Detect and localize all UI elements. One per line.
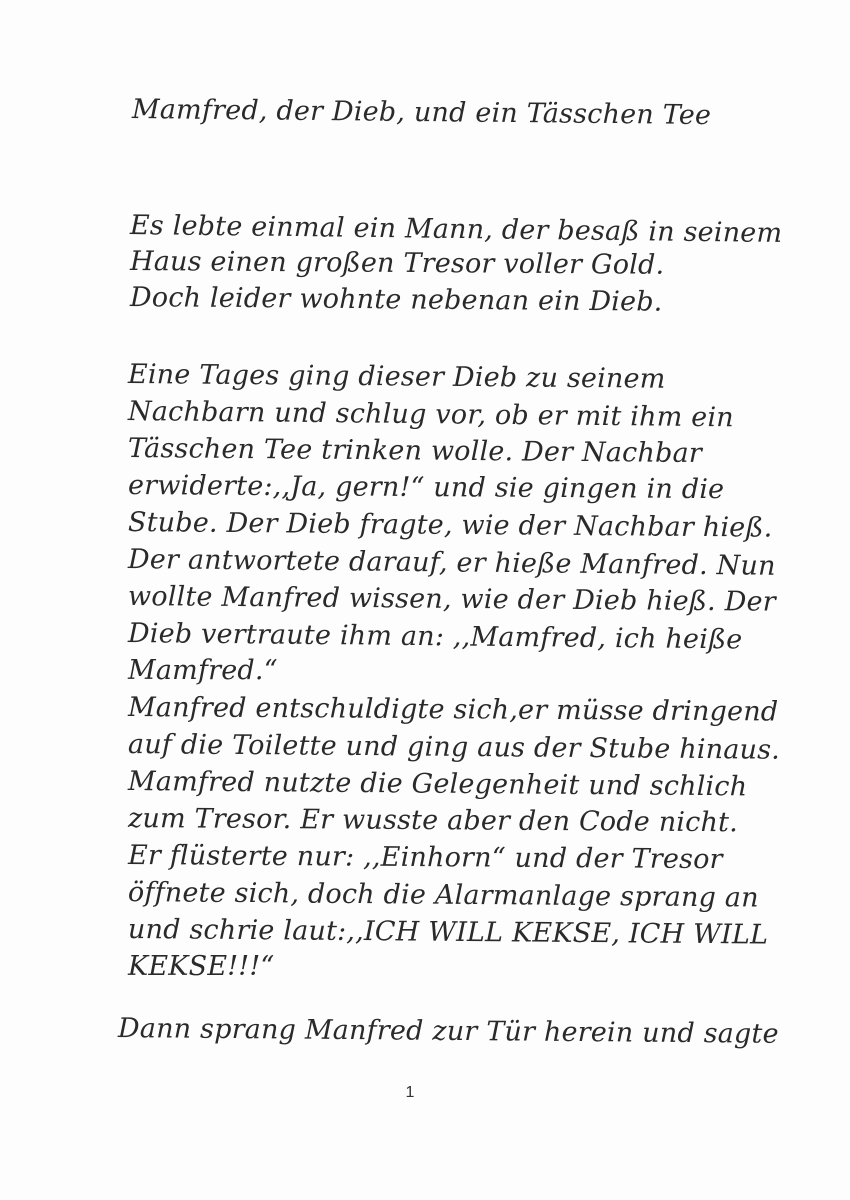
text-line: wollte Manfred wissen, wie der Dieb hieß. Der bbox=[127, 581, 776, 618]
text-line: Dann sprang Manfred zur Tür herein und sagte bbox=[117, 1013, 779, 1050]
text-line: Haus einen großen Tresor voller Gold. bbox=[129, 246, 665, 281]
text-line: Tässchen Tee trinken wolle. Der Nachbar bbox=[127, 433, 703, 470]
text-line: und schrie laut:,,ICH WILL KEKSE, ICH WILL bbox=[127, 914, 769, 951]
text-line: Doch leider wohnte nebenan ein Dieb. bbox=[129, 282, 663, 318]
text-line: Mamfred nutzte die Gelegenheit und schlich bbox=[127, 766, 748, 803]
text-line: Mamfred.“ bbox=[128, 655, 278, 686]
page-number: 1 bbox=[405, 1084, 415, 1101]
text-line: öffnete sich, doch die Alarmanlage sprang an bbox=[127, 877, 759, 914]
text-line: Dieb vertraute ihm an: ,,Mamfred, ich heiße bbox=[127, 618, 743, 656]
text-line: Es lebte einmal ein Mann, der besaß in seinem bbox=[129, 210, 783, 249]
text-line: auf die Toilette und ging aus der Stube hinaus. bbox=[127, 729, 781, 766]
paragraph-3 bbox=[117, 1010, 779, 1050]
text-line: KEKSE!!!“ bbox=[128, 951, 275, 982]
text-line: Er flüsterte nur: ,,Einhorn“ und der Tresor bbox=[127, 840, 723, 876]
paragraph-2 bbox=[128, 356, 780, 985]
text-line: Der antwortete darauf, er hieße Manfred. Nun bbox=[127, 544, 776, 582]
paragraph-1 bbox=[130, 208, 782, 316]
text-line: Manfred entschuldigte sich,er müsse dringend bbox=[127, 692, 779, 728]
text-line: zum Tresor. Er wusste aber den Code nicht. bbox=[127, 803, 739, 839]
text-line: erwiderte:,,Ja, gern!“ und sie gingen in die bbox=[127, 470, 725, 506]
text-line: Nachbarn und schlug vor, ob er mit ihm ein bbox=[127, 396, 735, 434]
text-line: Eine Tages ging dieser Dieb zu seinem bbox=[127, 359, 666, 395]
document-title: Mamfred, der Dieb, und ein Tässchen Tee bbox=[131, 94, 712, 132]
text-line: Stube. Der Dieb fragte, wie der Nachbar hieß. bbox=[127, 507, 773, 544]
